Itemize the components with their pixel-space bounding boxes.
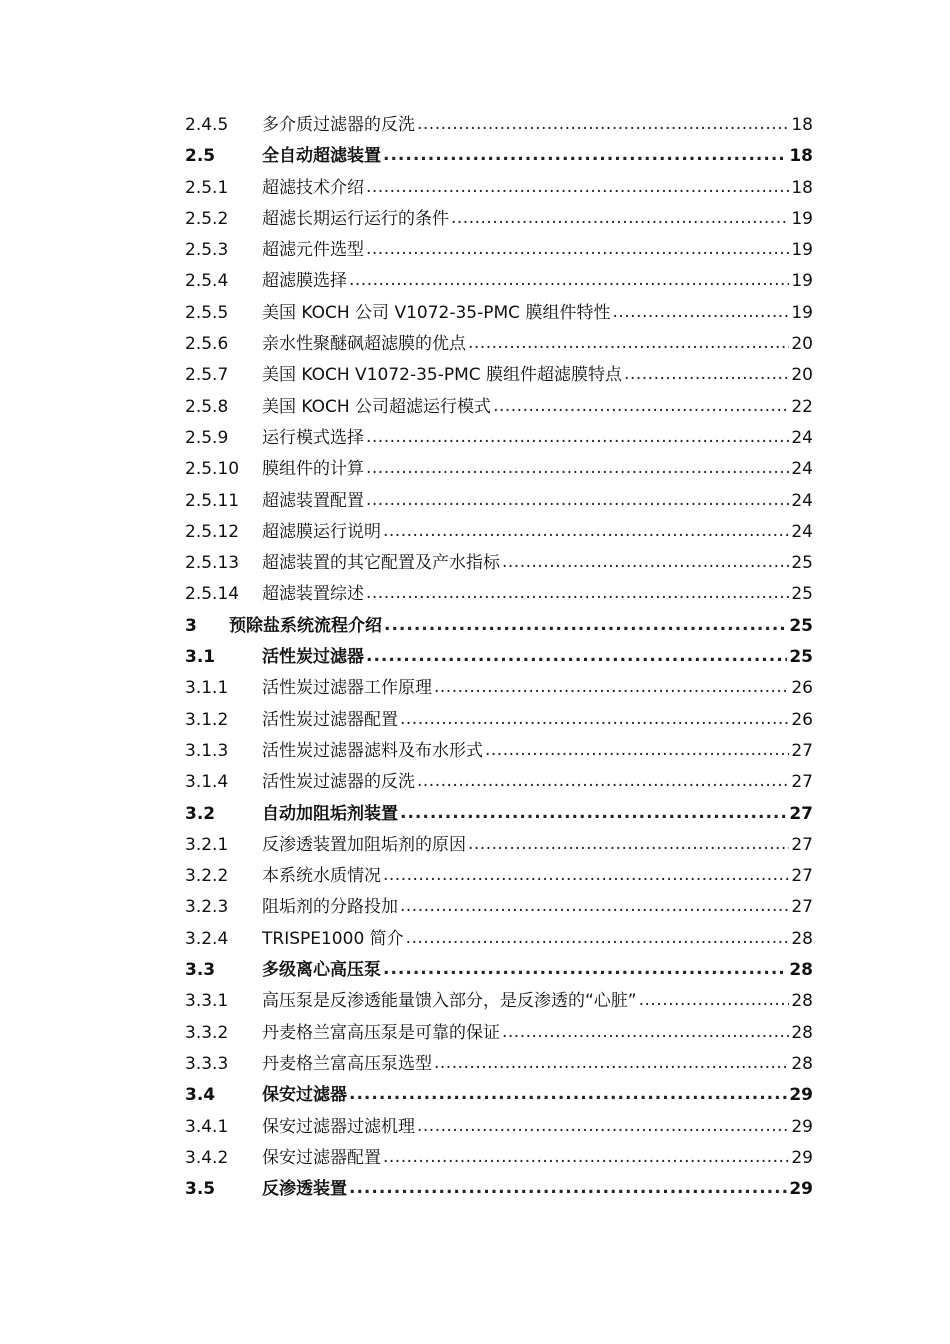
toc-entry-page: 25 — [791, 553, 813, 574]
toc-leader-dots — [383, 954, 787, 985]
toc-leader-dots — [493, 391, 789, 422]
toc-entry-number: 2.5.11 — [185, 490, 240, 511]
toc-entry-number: 3.4.2 — [185, 1147, 229, 1168]
toc-entry-page: 19 — [791, 302, 813, 323]
toc-entry-page: 18 — [791, 177, 813, 198]
toc-entry-number: 3.3.1 — [185, 991, 229, 1012]
toc-entry-page: 19 — [791, 208, 813, 229]
toc-entry-page: 20 — [791, 365, 813, 386]
toc-entry-page: 18 — [789, 146, 813, 167]
toc-entry-number: 2.5.14 — [185, 584, 240, 605]
toc-entry-page: 24 — [791, 490, 813, 511]
toc-entry-number: 3.1.2 — [185, 709, 229, 730]
toc-entry-title: 超滤装置综述 — [262, 584, 364, 605]
toc-entry[interactable] — [185, 986, 813, 1017]
toc-leader-dots — [400, 798, 787, 829]
toc-entry-page: 27 — [791, 866, 813, 887]
toc-entry-page: 26 — [791, 709, 813, 730]
toc-entry-number: 3.2 — [185, 803, 216, 824]
toc-entry[interactable] — [185, 329, 813, 360]
toc-leader-dots — [400, 891, 789, 922]
toc-leader-dots — [349, 265, 789, 296]
toc-entry-page: 29 — [791, 1116, 813, 1137]
toc-entry[interactable] — [185, 892, 813, 923]
toc-entry[interactable] — [185, 799, 813, 830]
toc-entry-page: 28 — [791, 928, 813, 949]
toc-entry-page: 24 — [791, 427, 813, 448]
toc-entry-title: 超滤元件选型 — [262, 240, 364, 261]
toc-entry-title: 活性炭过滤器工作原理 — [262, 678, 432, 699]
table-of-contents — [185, 110, 813, 1205]
toc-entry-page: 27 — [791, 740, 813, 761]
toc-entry[interactable] — [185, 579, 813, 610]
toc-entry-number: 2.5.9 — [185, 427, 229, 448]
toc-entry-title: 活性炭过滤器的反洗 — [262, 772, 415, 793]
toc-entry[interactable] — [185, 1174, 813, 1205]
toc-entry-title: 丹麦格兰富高压泵是可靠的保证 — [262, 1022, 500, 1043]
toc-entry-page: 28 — [791, 991, 813, 1012]
toc-entry[interactable] — [185, 423, 813, 454]
toc-entry-page: 27 — [789, 803, 813, 824]
toc-entry-title: 超滤膜运行说明 — [262, 521, 381, 542]
toc-entry-title: 多介质过滤器的反洗 — [262, 115, 415, 135]
toc-entry-number: 3.2.3 — [185, 897, 229, 918]
toc-entry-title: 超滤技术介绍 — [262, 177, 364, 198]
toc-entry-page: 25 — [791, 584, 813, 605]
toc-entry-number: 3.1.3 — [185, 740, 229, 761]
toc-entry[interactable] — [185, 861, 813, 892]
toc-entry-page: 29 — [791, 1147, 813, 1168]
toc-entry-title: 活性炭过滤器 — [262, 647, 364, 668]
toc-entry-page: 19 — [791, 271, 813, 292]
toc-entry-title: 活性炭过滤器滤料及布水形式 — [262, 740, 483, 761]
toc-leader-dots — [384, 610, 787, 641]
toc-entry[interactable] — [185, 298, 813, 329]
toc-leader-dots — [624, 359, 789, 390]
toc-entry-title: 保安过滤器配置 — [262, 1147, 381, 1168]
toc-entry-number: 3.1.1 — [185, 678, 229, 699]
toc-entry[interactable] — [185, 235, 813, 266]
toc-entry-page: 27 — [791, 772, 813, 793]
toc-entry-page: 20 — [791, 334, 813, 355]
toc-entry[interactable] — [185, 173, 813, 204]
toc-leader-dots — [349, 1173, 787, 1204]
toc-entry-number: 2.5.7 — [185, 365, 229, 386]
toc-leader-dots — [417, 766, 789, 797]
toc-entry-number: 2.5.1 — [185, 177, 229, 198]
toc-entry-page: 25 — [789, 615, 813, 636]
toc-entry-title: 保安过滤器过滤机理 — [262, 1116, 415, 1137]
toc-leader-dots — [383, 1142, 789, 1173]
toc-entry[interactable] — [185, 830, 813, 861]
toc-entry[interactable] — [185, 673, 813, 704]
toc-entry-title: 丹麦格兰富高压泵选型 — [262, 1053, 432, 1074]
toc-leader-dots — [468, 328, 789, 359]
toc-leader-dots — [417, 109, 789, 140]
toc-entry[interactable] — [185, 955, 813, 986]
toc-entry[interactable] — [185, 360, 813, 391]
toc-entry-title: 反渗透装置 — [262, 1179, 347, 1200]
toc-entry-title: 自动加阻垢剂装置 — [262, 803, 398, 824]
toc-entry[interactable] — [185, 924, 813, 955]
toc-entry-title: 超滤长期运行运行的条件 — [262, 208, 449, 229]
toc-leader-dots — [502, 1017, 789, 1048]
toc-entry[interactable] — [185, 548, 813, 579]
toc-entry[interactable] — [185, 1018, 813, 1049]
toc-entry-title: 活性炭过滤器配置 — [262, 709, 398, 730]
toc-leader-dots — [383, 140, 787, 171]
toc-entry-number: 2.5.12 — [185, 521, 240, 542]
toc-entry[interactable] — [185, 1143, 813, 1174]
toc-entry-page: 29 — [789, 1085, 813, 1106]
toc-entry-page: 28 — [789, 960, 813, 981]
toc-leader-dots — [468, 829, 789, 860]
toc-entry-title: 超滤膜选择 — [262, 271, 347, 292]
toc-leader-dots — [417, 1111, 789, 1142]
toc-entry-number: 3.1 — [185, 647, 216, 668]
toc-entry-number: 3.1.4 — [185, 772, 229, 793]
toc-entry[interactable] — [185, 705, 813, 736]
toc-entry-number: 3.3.3 — [185, 1053, 229, 1074]
toc-entry-page: 24 — [791, 521, 813, 542]
toc-entry-number: 3.3.2 — [185, 1022, 229, 1043]
toc-leader-dots — [406, 923, 790, 954]
toc-leader-dots — [485, 735, 789, 766]
toc-leader-dots — [451, 203, 789, 234]
toc-entry-title: 美国 KOCH 公司 V1072-35-PMC 膜组件特性 — [262, 302, 611, 323]
toc-leader-dots — [366, 422, 789, 453]
toc-entry-number: 2.5.2 — [185, 208, 229, 229]
toc-entry-number: 3.2.1 — [185, 834, 229, 855]
toc-entry-title: 保安过滤器 — [262, 1085, 347, 1106]
toc-entry[interactable] — [185, 517, 813, 548]
toc-entry[interactable] — [185, 454, 813, 485]
toc-entry-title: 运行模式选择 — [262, 427, 364, 448]
toc-leader-dots — [502, 547, 789, 578]
toc-entry[interactable] — [185, 486, 813, 517]
toc-entry[interactable] — [185, 767, 813, 798]
toc-entry-title: 超滤装置配置 — [262, 490, 364, 511]
toc-leader-dots — [383, 860, 789, 891]
toc-entry-title: 高压泵是反渗透能量馈入部分，是反渗透的“心脏” — [262, 991, 637, 1012]
toc-leader-dots — [400, 704, 789, 735]
toc-entry[interactable] — [185, 204, 813, 235]
toc-entry-title: 多级离心高压泵 — [262, 960, 381, 981]
toc-leader-dots — [366, 485, 789, 516]
toc-entry-number: 3.2.4 — [185, 928, 229, 949]
toc-entry-page: 18 — [791, 115, 813, 135]
toc-entry-page: 24 — [791, 459, 813, 480]
toc-leader-dots — [434, 672, 789, 703]
toc-entry-page: 26 — [791, 678, 813, 699]
toc-entry[interactable] — [185, 736, 813, 767]
toc-leader-dots — [383, 516, 789, 547]
toc-entry[interactable] — [185, 141, 813, 172]
toc-entry-number: 3.5 — [185, 1179, 216, 1200]
toc-entry[interactable] — [185, 642, 813, 673]
toc-entry-title: 本系统水质情况 — [262, 866, 381, 887]
toc-entry-title: TRISPE1000 简介 — [262, 928, 404, 949]
toc-entry-title: 亲水性聚醚砜超滤膜的优点 — [262, 334, 466, 355]
toc-leader-dots — [366, 453, 789, 484]
toc-leader-dots — [612, 297, 789, 328]
toc-entry-title: 全自动超滤装置 — [262, 146, 381, 167]
toc-entry-page: 27 — [791, 897, 813, 918]
toc-entry-number: 2.5.3 — [185, 240, 229, 261]
toc-entry-number: 2.5.13 — [185, 553, 240, 574]
toc-entry-number: 2.5.5 — [185, 302, 229, 323]
toc-entry-title: 预除盐系统流程介绍 — [229, 615, 382, 636]
toc-entry-page: 25 — [789, 647, 813, 668]
toc-leader-dots — [349, 1079, 787, 1110]
toc-leader-dots — [366, 172, 789, 203]
toc-entry[interactable] — [185, 611, 813, 642]
toc-entry-number: 3 — [185, 615, 197, 636]
toc-entry-page: 28 — [791, 1022, 813, 1043]
toc-entry[interactable] — [185, 266, 813, 297]
toc-entry-title: 反渗透装置加阻垢剂的原因 — [262, 834, 466, 855]
toc-entry-number: 2.5.4 — [185, 271, 229, 292]
toc-leader-dots — [366, 234, 789, 265]
toc-leader-dots — [639, 985, 790, 1016]
toc-entry-page: 27 — [791, 834, 813, 855]
toc-entry-number: 3.2.2 — [185, 866, 229, 887]
toc-leader-dots — [366, 641, 787, 672]
toc-entry-number: 2.5.6 — [185, 334, 229, 355]
toc-entry-page: 28 — [791, 1053, 813, 1074]
toc-entry[interactable] — [185, 1112, 813, 1143]
toc-entry-number: 3.4.1 — [185, 1116, 229, 1137]
toc-entry-title: 超滤装置的其它配置及产水指标 — [262, 553, 500, 574]
toc-entry-number: 2.5.10 — [185, 459, 240, 480]
toc-entry-title: 膜组件的计算 — [262, 459, 364, 480]
toc-entry-title: 美国 KOCH 公司超滤运行模式 — [262, 396, 492, 417]
toc-leader-dots — [434, 1048, 789, 1079]
toc-entry[interactable] — [185, 392, 813, 423]
toc-entry-page: 19 — [791, 240, 813, 261]
toc-entry-title: 美国 KOCH V1072-35-PMC 膜组件超滤膜特点 — [262, 365, 623, 386]
toc-entry[interactable] — [185, 110, 813, 141]
toc-entry-title: 阻垢剂的分路投加 — [262, 897, 398, 918]
toc-entry-page: 22 — [791, 396, 813, 417]
toc-entry-number: 2.4.5 — [185, 115, 229, 135]
toc-entry-page: 29 — [789, 1179, 813, 1200]
toc-entry-number: 2.5.8 — [185, 396, 229, 417]
toc-entry-number: 3.4 — [185, 1085, 216, 1106]
toc-entry[interactable] — [185, 1049, 813, 1080]
toc-entry-number: 3.3 — [185, 960, 216, 981]
toc-entry[interactable] — [185, 1080, 813, 1111]
toc-leader-dots — [366, 578, 789, 609]
toc-entry-number: 2.5 — [185, 146, 216, 167]
